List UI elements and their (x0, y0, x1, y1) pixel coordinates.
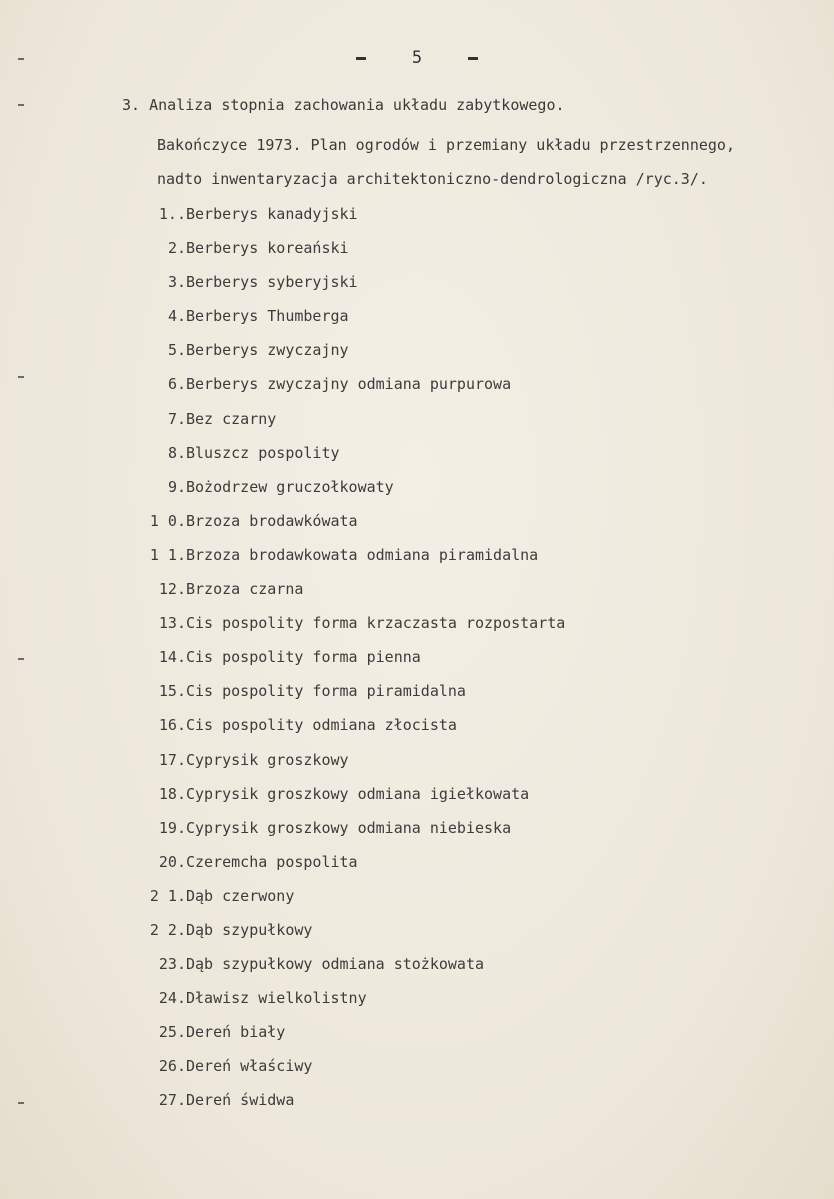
list-item (145, 1089, 565, 1123)
margin-mark (18, 658, 24, 660)
item-text: Cis pospolity forma krzaczasta rozpostarta (186, 614, 566, 633)
item-text: Berberys koreański (186, 239, 349, 258)
list-item (145, 783, 565, 817)
item-number: 4. (167, 307, 186, 326)
list-item (145, 510, 565, 544)
list-item (145, 749, 565, 783)
list-item (145, 203, 565, 237)
dash-left (356, 57, 366, 60)
item-number: 18. (158, 784, 186, 803)
list-item (145, 476, 565, 510)
item-number: 13. (158, 614, 186, 633)
list-item (145, 1055, 565, 1089)
list-item (145, 612, 565, 646)
list-item (145, 271, 565, 305)
item-number: 17. (158, 750, 186, 769)
item-number: 26. (158, 1057, 186, 1076)
margin-mark (18, 1102, 24, 1104)
item-number: 27. (158, 1091, 186, 1110)
intro-line-2: nadto inwentaryzacja architektoniczno-dendrologiczna /ryc.3/. (157, 170, 708, 188)
list-item (145, 987, 565, 1021)
item-text: Cis pospolity odmiana złocista (186, 716, 457, 735)
plant-list (145, 203, 565, 1124)
item-number: 5. (167, 341, 186, 360)
item-text: Cis pospolity forma piramidalna (186, 682, 466, 701)
item-number: 1 1. (149, 545, 186, 564)
list-item (145, 919, 565, 953)
list-item (145, 305, 565, 339)
item-text: Dąb szypułkowy odmiana stożkowata (186, 955, 485, 974)
list-item (145, 851, 565, 885)
margin-mark (18, 104, 24, 106)
item-text: Brzoza brodawkowata odmiana piramidalna (186, 545, 539, 564)
item-text: Bez czarny (186, 409, 277, 428)
item-number: 25. (158, 1023, 186, 1042)
list-item (145, 714, 565, 748)
list-item (145, 680, 565, 714)
item-number: 12. (158, 580, 186, 599)
item-text: Berberys syberyjski (186, 273, 358, 292)
item-text: Dereń świdwa (186, 1091, 295, 1110)
section-heading: 3. Analiza stopnia zachowania układu zabytkowego. (122, 96, 565, 114)
item-number: 14. (158, 648, 186, 667)
list-item (145, 646, 565, 680)
list-item (145, 578, 565, 612)
item-text: Bluszcz pospolity (186, 443, 340, 462)
dash-right (468, 57, 478, 60)
item-number: 15. (158, 682, 186, 701)
item-number: 6. (167, 375, 186, 394)
item-number: 3. (167, 273, 186, 292)
item-text: Dławisz wielkolistny (186, 989, 367, 1008)
item-number: 1 0. (149, 511, 186, 530)
intro-line-1: Bakończyce 1973. Plan ogrodów i przemiany układu przestrzennego, (157, 136, 735, 154)
list-item (145, 339, 565, 373)
list-item (145, 373, 565, 407)
list-item (145, 953, 565, 987)
item-number: 23. (158, 955, 186, 974)
item-number: 1.. (158, 205, 186, 223)
item-text: Berberys zwyczajny odmiana purpurowa (186, 375, 512, 394)
item-number: 2. (167, 239, 186, 258)
item-number: 2 2. (149, 920, 186, 939)
item-number: 19. (158, 818, 186, 837)
list-item (145, 817, 565, 851)
item-text: Cyprysik groszkowy odmiana igiełkowata (186, 784, 530, 803)
item-text: Berberys Thumberga (186, 307, 349, 326)
item-text: Cis pospolity forma pienna (186, 648, 421, 667)
item-text: Dąb czerwony (186, 886, 295, 905)
page-number-value: 5 (411, 48, 423, 68)
item-number: 7. (167, 409, 186, 428)
list-item (145, 442, 565, 476)
list-item (145, 408, 565, 442)
item-number: 8. (167, 443, 186, 462)
item-number: 2 1. (149, 886, 186, 905)
item-text: Dąb szypułkowy (186, 920, 313, 939)
page-number (0, 48, 834, 68)
item-text: Dereń właściwy (186, 1057, 313, 1076)
margin-mark (18, 376, 24, 378)
item-text: Czeremcha pospolita (186, 852, 358, 871)
list-item (145, 544, 565, 578)
item-text: Cyprysik groszkowy (186, 750, 349, 769)
item-number: 20. (158, 852, 186, 871)
list-item (145, 237, 565, 271)
item-text: Berberys kanadyjski (186, 205, 358, 223)
item-number: 24. (158, 989, 186, 1008)
list-item (145, 885, 565, 919)
item-text: Brzoza czarna (186, 580, 304, 599)
item-number: 16. (158, 716, 186, 735)
item-text: Brzoza brodawkówata (186, 511, 358, 530)
list-item (145, 1021, 565, 1055)
item-text: Berberys zwyczajny (186, 341, 349, 360)
item-number: 9. (167, 477, 186, 496)
item-text: Bożodrzew gruczołkowaty (186, 477, 394, 496)
item-text: Cyprysik groszkowy odmiana niebieska (186, 818, 512, 837)
item-text: Dereń biały (186, 1023, 286, 1042)
